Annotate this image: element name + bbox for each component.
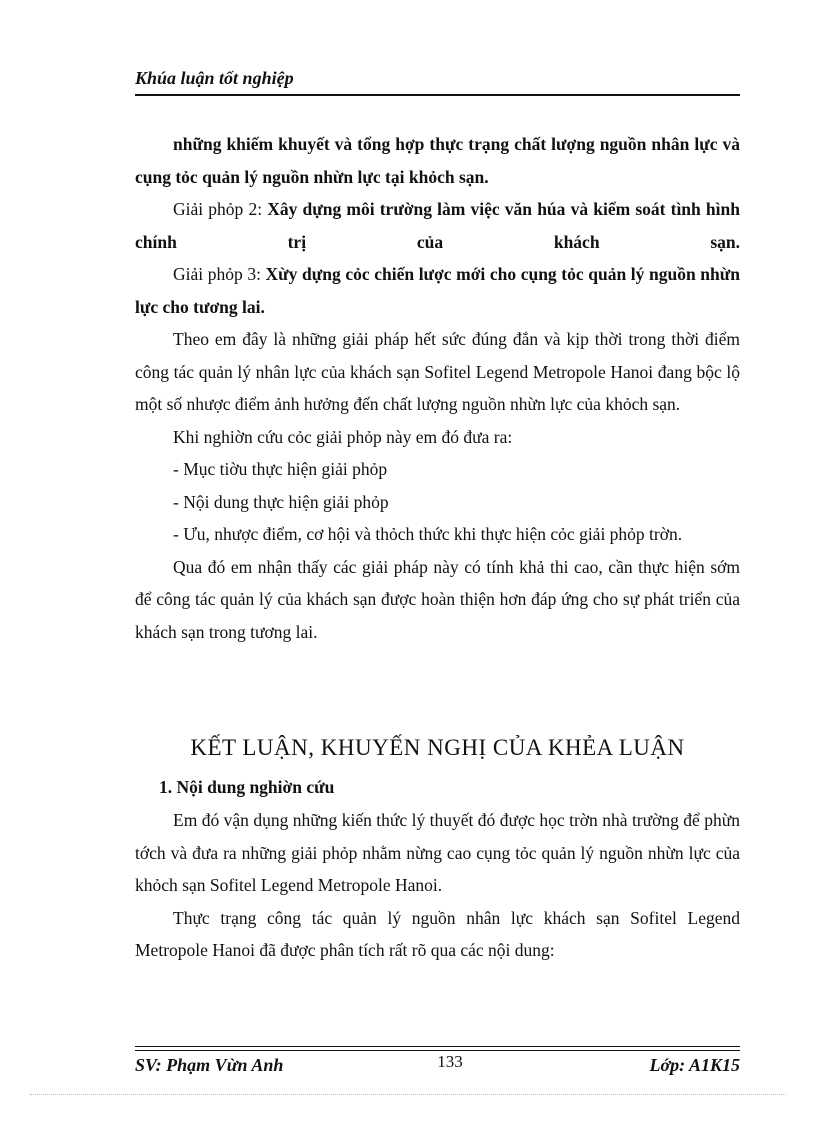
header-divider [135,94,740,96]
section-heading: 1. Nội dung nghiờn cứu [159,777,335,797]
page-number: 133 [437,1052,463,1071]
paragraph-8: Thực trạng công tác quản lý nguồn nhân lực khách sạn Sofitel Legend Metropole Hanoi đã được phân tích rất rõ qua các nội dung: [135,907,740,960]
paragraph-1: những khiếm khuyết và tổng hợp thực trạng chất lượng nguồn nhân lực và cụng tỏc quản lý nguồn nhừn lực tại khỏch sạn. [135,134,740,187]
footer-divider [135,1046,740,1051]
solution-2-text: Xây dựng môi trường làm việc văn húa và kiểm soát tình hình chính trị của khách sạn. [135,199,740,252]
chapter-title: KẾT LUẬN, KHUYẾN NGHỊ CỦA KHẺA LUẬN [190,735,685,760]
solution-3-text: Xừy dựng cỏc chiến lược mới cho cụng tỏc quản lý nguồn nhừn lực cho tương lai. [135,264,740,317]
solution-3-label: Giải phỏp 3: [173,264,266,284]
footer-student-name: SV: Phạm Vừn Anh [135,1055,284,1075]
paragraph-solution-2 [135,193,740,258]
paragraph-6: Qua đó em nhận thấy các giải pháp này có tính khả thi cao, cần thực hiện sớm để công tác quản lý của khách sạn được hoàn thiện hơn đáp ứng cho sự phát triển của khách sạn trong tương lai. [135,556,740,642]
page-header-title: Khúa luận tốt nghiệp [135,68,294,88]
paragraph-7: Em đó vận dụng những kiến thức lý thuyết đó được học trờn nhà trường để phừn tớch và đưa ra những giải phỏp nhằm nừng cao cụng tỏc quản lý nguồn nhừn lực của khỏch sạn Sofitel Legend Metropole Hanoi. [135,810,740,895]
footer-class: Lớp: A1K15 [649,1055,740,1075]
paragraph-solution-3 [135,258,740,323]
list-item: - Nội dung thực hiện giải phỏp [173,491,389,512]
page-content [135,128,740,967]
paragraph-4: Theo em đây là những giải pháp hết sức đúng đắn và kịp thời trong thời điểm công tác quản lý nhân lực của khách sạn Sofitel Legend Metropole Hanoi đang bộc lộ một số nhược điểm ảnh hưởng đến chất lượng nguồn nhừn lực của khỏch sạn. [135,329,740,414]
solution-2-label: Giải phỏp 2: [173,199,268,219]
list-item: - Mục tiờu thực hiện giải phỏp [173,459,388,479]
spacer [135,648,740,728]
paragraph-5: Khi nghiờn cứu cỏc giải phỏp này em đó đưa ra: [173,426,513,447]
list-item: - Ưu, nhược điểm, cơ hội và thỏch thức khi thực hiện cỏc giải phỏp trờn. [173,524,683,544]
bottom-dotted-rule [30,1094,786,1095]
